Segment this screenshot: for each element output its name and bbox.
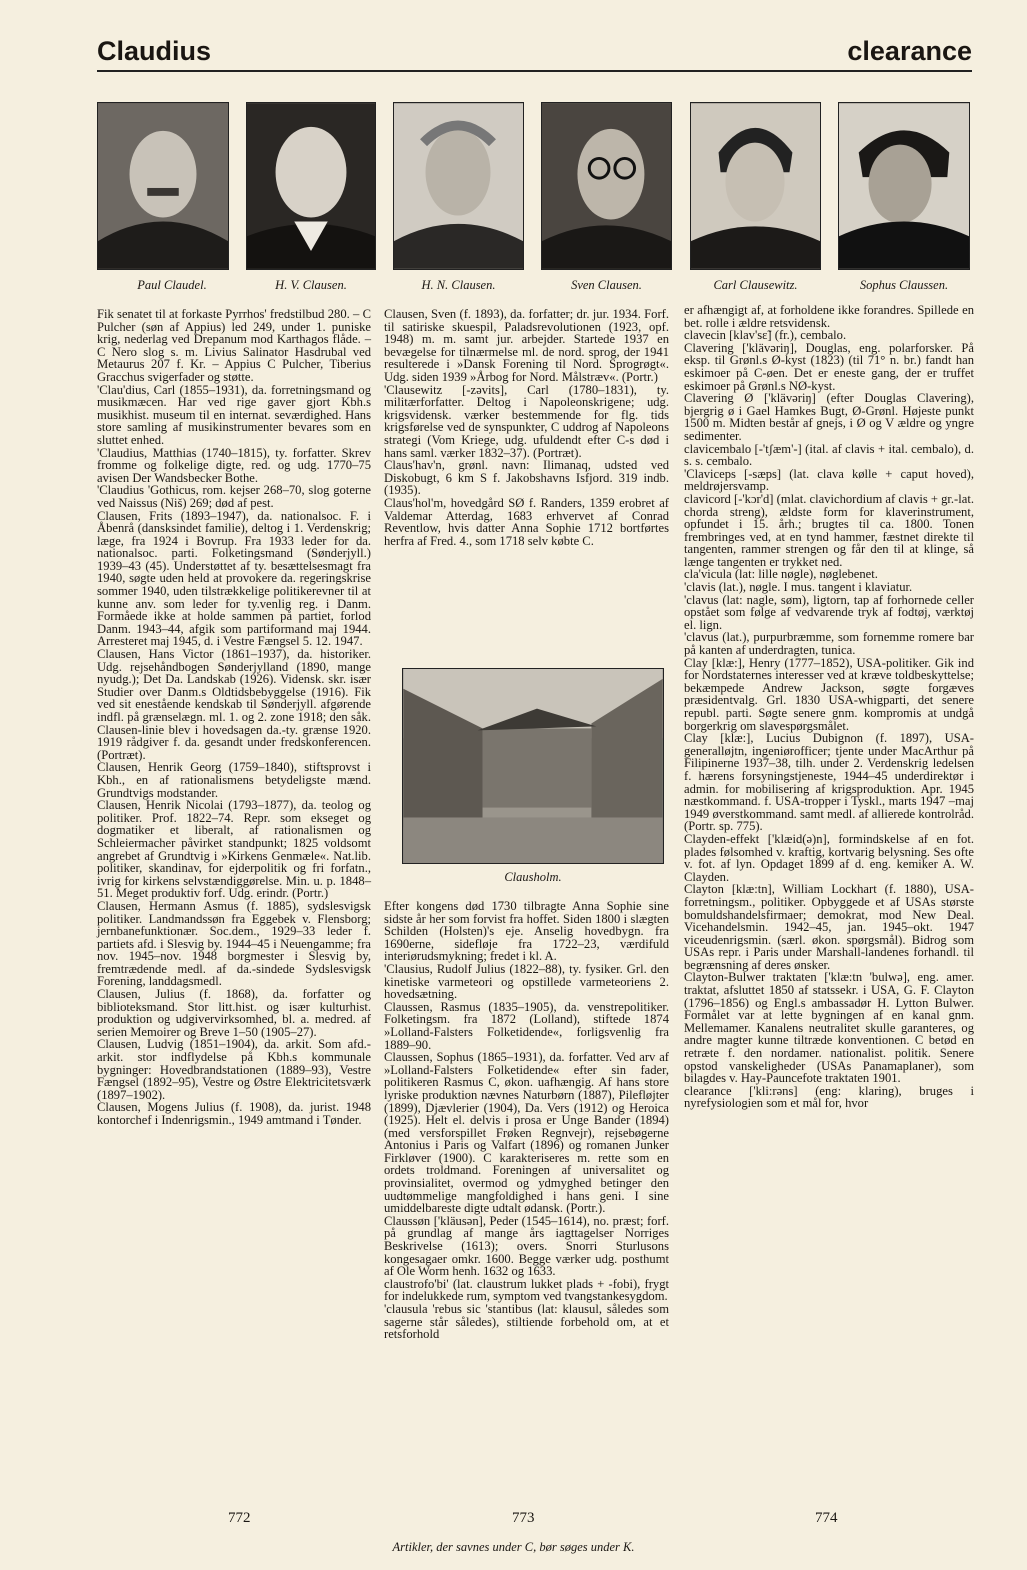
entry: 'Clau'dius, Carl (1855–1931), da. forretningsmand og musikmæcen. Har ved rige gaver gjort Kbh.s musikhist. museum til en internat. seværdighed. Hans store samling af musikinstrumenter bevares som en sluttet enhed. bbox=[97, 382, 371, 447]
entry: Clay [klæ:], Lucius Dubignon (f. 1897), USA-generalløjtn, ingeniørofficer; tjente under MacArthur på Filipinerne 1937–38, tilh. under 2. Verdenskrig ledelsen f. hærens forsyningstjeneste, 1944–45 underdirektør i admin. for mobilisering af krigsproduktion. Apr. 1945 næstkommand. f. USA-tropper i Tyskl., marts 1947 –maj 1949 øverstkommand. samt medl. af allierede kontrolråd. (Portr. sp. 775). bbox=[684, 731, 974, 834]
clausholm-caption: Clausholm. bbox=[504, 870, 562, 884]
portrait-sophus-claussen-image bbox=[839, 103, 969, 269]
portrait-sven-clausen bbox=[541, 102, 672, 270]
entry: Clausen, Mogens Julius (f. 1908), da. jurist. 1948 kontorchef i Indenrigsmin., 1949 amtmand i Tønder. bbox=[97, 1100, 371, 1127]
header-right-word: clearance bbox=[847, 36, 972, 66]
entry: Clayton [klæ:tn], William Lockhart (f. 1880), USA-forretningsm., politiker. Opbyggede et af USAs største bomuldshandelsfirmaer; demokrat, mod New Deal. Vicehandelsmin. 1942–45, jan. 1945–okt. 1947 viceudenrigsmin. (særl. økon. spørgsmål). Bidrog som USAs repr. i Paris under Marshall-landenes forhandl. til begrænsning af deres ønsker. bbox=[684, 882, 974, 972]
entry: Clavering ['klävəriŋ], Douglas, eng. polarforsker. På eksp. til Grønl.s Ø-kyst (1823) (til 71° n. br.) fandt han eskimoer på C-øen. Det er eneste gang, der er truffet eskimoer på Grønl.s NØ-kyst. bbox=[684, 340, 974, 393]
entry: Clausen, Frits (1893–1947), da. nationalsoc. F. i Åbenrå (dansksindet familie), deltog i 1. Verdenskrig; læge, fra 1924 i Bovrup. Fra 1933 leder for da. nationalsoc. parti. Folketingsmand (Sønderjyll.) 1939–43 (45). Understøttet af ty. besættelsesmagt fra 1940, søgte uden held at provokere da. regeringskrise sommer 1940, uden tilstrækkelige politikerevner til at kunne anv. som leder for ty.venlig reg. i Danm. Formåede ikke at holde sammen på partiet, forlod Danm. 1943–44, afgik som partiformand maj 1944. Arresteret maj 1945, d. i Vestre Fængsel 5. 12. 1947. bbox=[97, 508, 371, 649]
page-number-773: 773 bbox=[512, 1510, 535, 1526]
entry: Clayden-effekt ['klæid(ə)n], formindskelse af en fot. plades følsomhed v. kraftig, kortvarig belysning. Ses ofte v. fot. af lyn. Opdaget 1899 af d. eng. kemiker A. W. Clayden. bbox=[684, 831, 974, 884]
entry: Clausen, Henrik Georg (1759–1840), stiftsprovst i Kbh., en af rationalismens betydeligste mænd. Grundtvigs modstander. bbox=[97, 760, 371, 800]
entry: Clausen, Julius (f. 1868), da. forfatter og biblioteksmand. Stor litt.hist. og især kulturhist. produktion og udgivervirksomhed, bl. a. medred. af serien Memoirer og Breve 1–50 (1905–27). bbox=[97, 987, 371, 1039]
entry: 'clavus (lat.), purpurbræmme, som fornemme romere bar på kanten af underdragten, tunica. bbox=[684, 630, 974, 658]
column-1 bbox=[97, 308, 371, 1127]
portrait-sven-clausen-image bbox=[542, 103, 671, 269]
caption-sophus-claussen: Sophus Claussen. bbox=[859, 278, 949, 292]
page-number-774: 774 bbox=[815, 1510, 838, 1526]
entry: 'Clausewitz [-zəvits], Carl (1780–1831), ty. militærforfatter. Deltog i Napoleonskrigene; udg. krigsvidensk. værker bestemmende for flg. tids krigsførelse ved de synspunkter, C uddrog af Napoleons strategi (Vom Kriege, udg. ufuldendt efter C-s død i hans saml. værker 1832–37). (Portræt). bbox=[384, 382, 669, 460]
entry: Fik senatet til at forkaste Pyrrhos' fredstilbud 280. – C Pulcher (søn af Appius) led 249, under 1. puniske krig, nederlag ved Drepanum mod Karthagos flåde. –C Nero slog s. m. Livius Salinator Hasdrubal ved Metaurus 207 f. Kr. – Appius C Pulcher, Tiberius Gracchus svigerfader og støtte. bbox=[97, 307, 371, 384]
entry: Claussøn ['kläusən], Peder (1545–1614), no. præst; forf. på grundlag af mange års iagttagelser Norriges Beskrivelse (1613); overs. Snorri Sturlusons kongesagaer omkr. 1600. Begge værker udg. posthumt af Ole Worm henh. 1632 og 1633. bbox=[384, 1213, 669, 1279]
entry: 'Claudius 'Gothicus, rom. kejser 268–70, slog goterne ved Naissus (Niš) 269; død af pest. bbox=[97, 483, 371, 510]
portrait-sophus-claussen bbox=[838, 102, 970, 270]
caption-hn-clausen: H. N. Clausen. bbox=[421, 278, 496, 292]
entry: Clausen, Hermann Asmus (f. 1885), sydslesvigsk politiker. Landmandssøn fra Eggebek v. Flensborg; jernbanefunktionær. Soc.dem., 1929–33 leder f. partiets afd. i Slesvig by. 1944–45 i Neuengamme; fra nov. 1945–nov. 1948 borgmester i Slesvig by, fremtrædende medl. af da.-sindede Sydslesvigsk Forening, landdagsmedl. bbox=[97, 898, 371, 989]
column-3 bbox=[684, 304, 974, 1110]
portrait-hv-clausen-image bbox=[247, 103, 375, 269]
entry: Clausen, Sven (f. 1893), da. forfatter; dr. jur. 1934. Forf. til satiriske skuespil, Paladsrevolutionen (1923, opf. 1948) m. m. samt jur. arbejder. Startede 1937 en bevægelse for tilnærmelse ml. de nord. sprog, der 1941 resulterede i »Dansk Forening til Nord. Sprogrøgt«. Udg. siden 1939 »Årbog for Nord. Målstræv«. (Portr.) bbox=[384, 307, 669, 384]
entry: Clavering Ø ['klävəriŋ] (efter Douglas Clavering), bjergrig ø i Gael Hamkes Bugt, Ø-Grønl. Højeste punkt 1500 m. Midten består af gnejs, i Ø og V ældre og yngre sedimenter. bbox=[684, 391, 974, 443]
entry: er afhængigt af, at forholdene ikke forandres. Spillede en bet. rolle i ældre retsvidensk. bbox=[684, 303, 974, 330]
header-rule bbox=[97, 70, 972, 72]
entry: 'Clausius, Rudolf Julius (1822–88), ty. fysiker. Grl. den kinetiske varmeteori og opstillede varmeteoriens 2. hovedsætning. bbox=[384, 961, 669, 1002]
entry: claustrofo'bi' (lat. claustrum lukket plads + -fobi), frygt for indelukkede rum, symptom ved tvangstankesygdom. bbox=[384, 1276, 669, 1304]
entry: 'clausula 'rebus sic 'stantibus (lat: klausul, således som sagerne står således), stiltiende forbehold om, at et retsforhold bbox=[384, 1302, 669, 1342]
portrait-hv-clausen bbox=[246, 102, 376, 270]
column-2-bottom bbox=[384, 900, 669, 1341]
page-number-772: 772 bbox=[228, 1510, 251, 1526]
caption-hv-clausen: H. V. Clausen. bbox=[275, 278, 347, 292]
portrait-hn-clausen bbox=[393, 102, 524, 270]
entry: Clayton-Bulwer traktaten ['klæ:tn 'bulwə], eng. amer. traktat, afsluttet 1850 af statssekr. i USA, G. F. Clayton (1796–1856) og Engl.s ambassadør H. Lytton Bulwer. Formålet var at lette bygningen af en kanal gnm. Mellemamer. Kanalens neutralitet skulle garanteres, og andre magter kunne tiltræde konventionen. C betød en retræte f. den nordamer. nationalist. politik. Senere opstod vanskeligheder (USAs Panamaplaner), som bilagdes v. Hay-Pauncefote traktaten 1901. bbox=[684, 970, 974, 1086]
header-left-word: Claudius bbox=[97, 36, 212, 66]
clausholm-photo-image bbox=[403, 669, 663, 863]
entry: clavecin [klav'sɛ̃] (fr.), cembalo. bbox=[684, 328, 847, 343]
entry: Claus'hav'n, grønl. navn: Ilimanaq, udsted ved Diskobugt, 6 km S f. Jakobshavns Isfjord. 319 indb. (1935). bbox=[384, 458, 669, 498]
column-2-top bbox=[384, 308, 669, 547]
caption-sven-clausen: Sven Clausen. bbox=[571, 278, 642, 292]
entry: Clausen, Hans Victor (1861–1937), da. historiker. Udg. rejsehåndbogen Sønderjylland (1890, mange nyudg.); Det Da. Landskab (1926). Vidensk. skr. især Studier over Danm.s Oldtidsbebyggelse (1916). Fik ved sit enestående kendskab til Sønderjyll. afgørende indfl. på grænselægn. ml. 1. og 2. zone 1918; den såk. Clausen-linie blev i hovedsagen da.-ty. grænse 1920. 1919 rådgiver f. da. gesandt under fredskonferencen. (Portræt). bbox=[97, 647, 371, 762]
entry: Clausen, Henrik Nicolai (1793–1877), da. teolog og politiker. Prof. 1822–74. Repr. som ekseget og dogmatiker et liberalt, af rationalismen og Schleiermacher påvirket standpunkt; 1825 voldsomt angrebet af Grundtvig i »Kirkens Genmæle«. Nat.lib. politiker, skandinav, for ejderpolitik og fri forfatn., ivrig for kirkens selvstændiggørelse. Min. u. p. 1848–51. Meget produktiv forf. Udg. erindr. (Portr.) bbox=[97, 798, 371, 901]
portrait-paul-claudel-image bbox=[98, 103, 228, 269]
entry: 'clavus (lat: nagle, søm), ligtorn, tap af forhornede celler opstået som følge af vedvarende tryk af fodtøj, værktøj el. lign. bbox=[684, 592, 974, 632]
entry: Clay [klæ:], Henry (1777–1852), USA-politiker. Gik ind for Nordstaternes interesser ved at kræve toldbeskyttelse; bekæmpede Andrew Jackson, søgte forgæves præsidentvalg. Grl. 1830 USA-whigparti, det senere republ. parti. Søgte senere gnm. kompromis at undgå borgerkrig om slavespørgsmålet. bbox=[684, 655, 974, 733]
portrait-carl-clausewitz-image bbox=[691, 103, 820, 269]
entry: clavicembalo [-'tʃæm'-] (ital. af clavis + ital. cembalo), d. s. s. cembalo. bbox=[684, 441, 974, 469]
caption-carl-clausewitz: Carl Clausewitz. bbox=[713, 278, 798, 292]
entry: 'Claudius, Matthias (1740–1815), ty. forfatter. Skrev fromme og folkelige digte, red. og udg. 1770–75 avisen Der Wandsbecker Bothe. bbox=[97, 445, 371, 485]
entry: clavicord [-'kɔr'd] (mlat. clavichordium af clavis + gr.-lat. chorda streng), ældste form for klaverinstrument, opfundet i 15. årh.; brugtes til ca. 1800. Tonen frembringes ved, at en tynd hammer, fæstnet direkte til tangenten, rammer strengen og får den til at klinge, så længe tangenten er trykket ned. bbox=[684, 491, 974, 569]
portrait-hn-clausen-image bbox=[394, 103, 523, 269]
clausholm-photo bbox=[402, 668, 664, 864]
portrait-paul-claudel bbox=[97, 102, 229, 270]
entry: Claus'hol'm, hovedgård SØ f. Randers, 1359 erobret af Valdemar Atterdag, 1683 erhvervet af Conrad Reventlow, hvis datter Anna Sophie 1712 bortførtes herfra af Fred. 4., som 1718 selv købte C. bbox=[384, 495, 669, 548]
entry: Claussen, Sophus (1865–1931), da. forfatter. Ved arv af »Lolland-Falsters Folketidende« efter sin fader, politikeren Rasmus C, økon. uafhængig. Af hans store lyriske produktion nævnes Naturbørn (1887), Pilefløjter (1899), Djævlerier (1904), Da. Vers (1912) og Heroica (1925). Helt el. delvis i prosa er Unge Bander (1894) (med versforspillet Frøken Regnvejr), rejsebøgerne Antonius i Paris og Valfart (1896) og romanen Junker Firkløver (1900). C karakteriseres m. rette som en ordets troldmand. Foreningen af universalitet og provinsialitet, overmod og ydmyghed betinger den uudtømmelige mangfoldighed i hans geni. I sine umiddelbareste digte udtalt ødansk. (Portr.). bbox=[384, 1050, 669, 1216]
entry: 'clavis (lat.), nøgle. I mus. tangent i klaviatur. bbox=[684, 580, 913, 595]
portrait-carl-clausewitz bbox=[690, 102, 821, 270]
entry: Claussen, Rasmus (1835–1905), da. venstrepolitiker. Folketingsm. fra 1872 (Lolland), stiftede 1874 »Lolland-Falsters Folketidende«, forligsvenlig fra 1889–90. bbox=[384, 999, 669, 1052]
entry: cla'vicula (lat: lille nøgle), nøglebenet. bbox=[684, 567, 878, 582]
caption-paul-claudel: Paul Claudel. bbox=[137, 278, 207, 292]
entry: Clausen, Ludvig (1851–1904), da. arkit. Som afd.-arkit. stor indflydelse på Kbh.s kommunale bygninger: Hovedbrandstationen (1889–93), Vestre Fængsel (1892–95), Vestre og Østre Elektricitetsværk (1897–1902). bbox=[97, 1037, 371, 1102]
footer-note: Artikler, der savnes under C, bør søges under K. bbox=[392, 1540, 635, 1554]
entry: 'Claviceps [-sæps] (lat. clava kølle + caput hoved), meldrøjersvamp. bbox=[684, 466, 974, 494]
entry: clearance ['kli:rəns] (eng: klaring), bruges i nyrefysiologien som et mål for, hvor bbox=[684, 1083, 974, 1111]
entry: Efter kongens død 1730 tilbragte Anna Sophie sine sidste år her som forvist fra hoffet. Siden 1800 i slægten Schilden (Holsten)'s eje. Anselig hovedbygn. fra 1690erne, sidefløje fra 1722–23, værdifuld interiørudsmykning; fredet i kl. A. bbox=[384, 899, 669, 964]
